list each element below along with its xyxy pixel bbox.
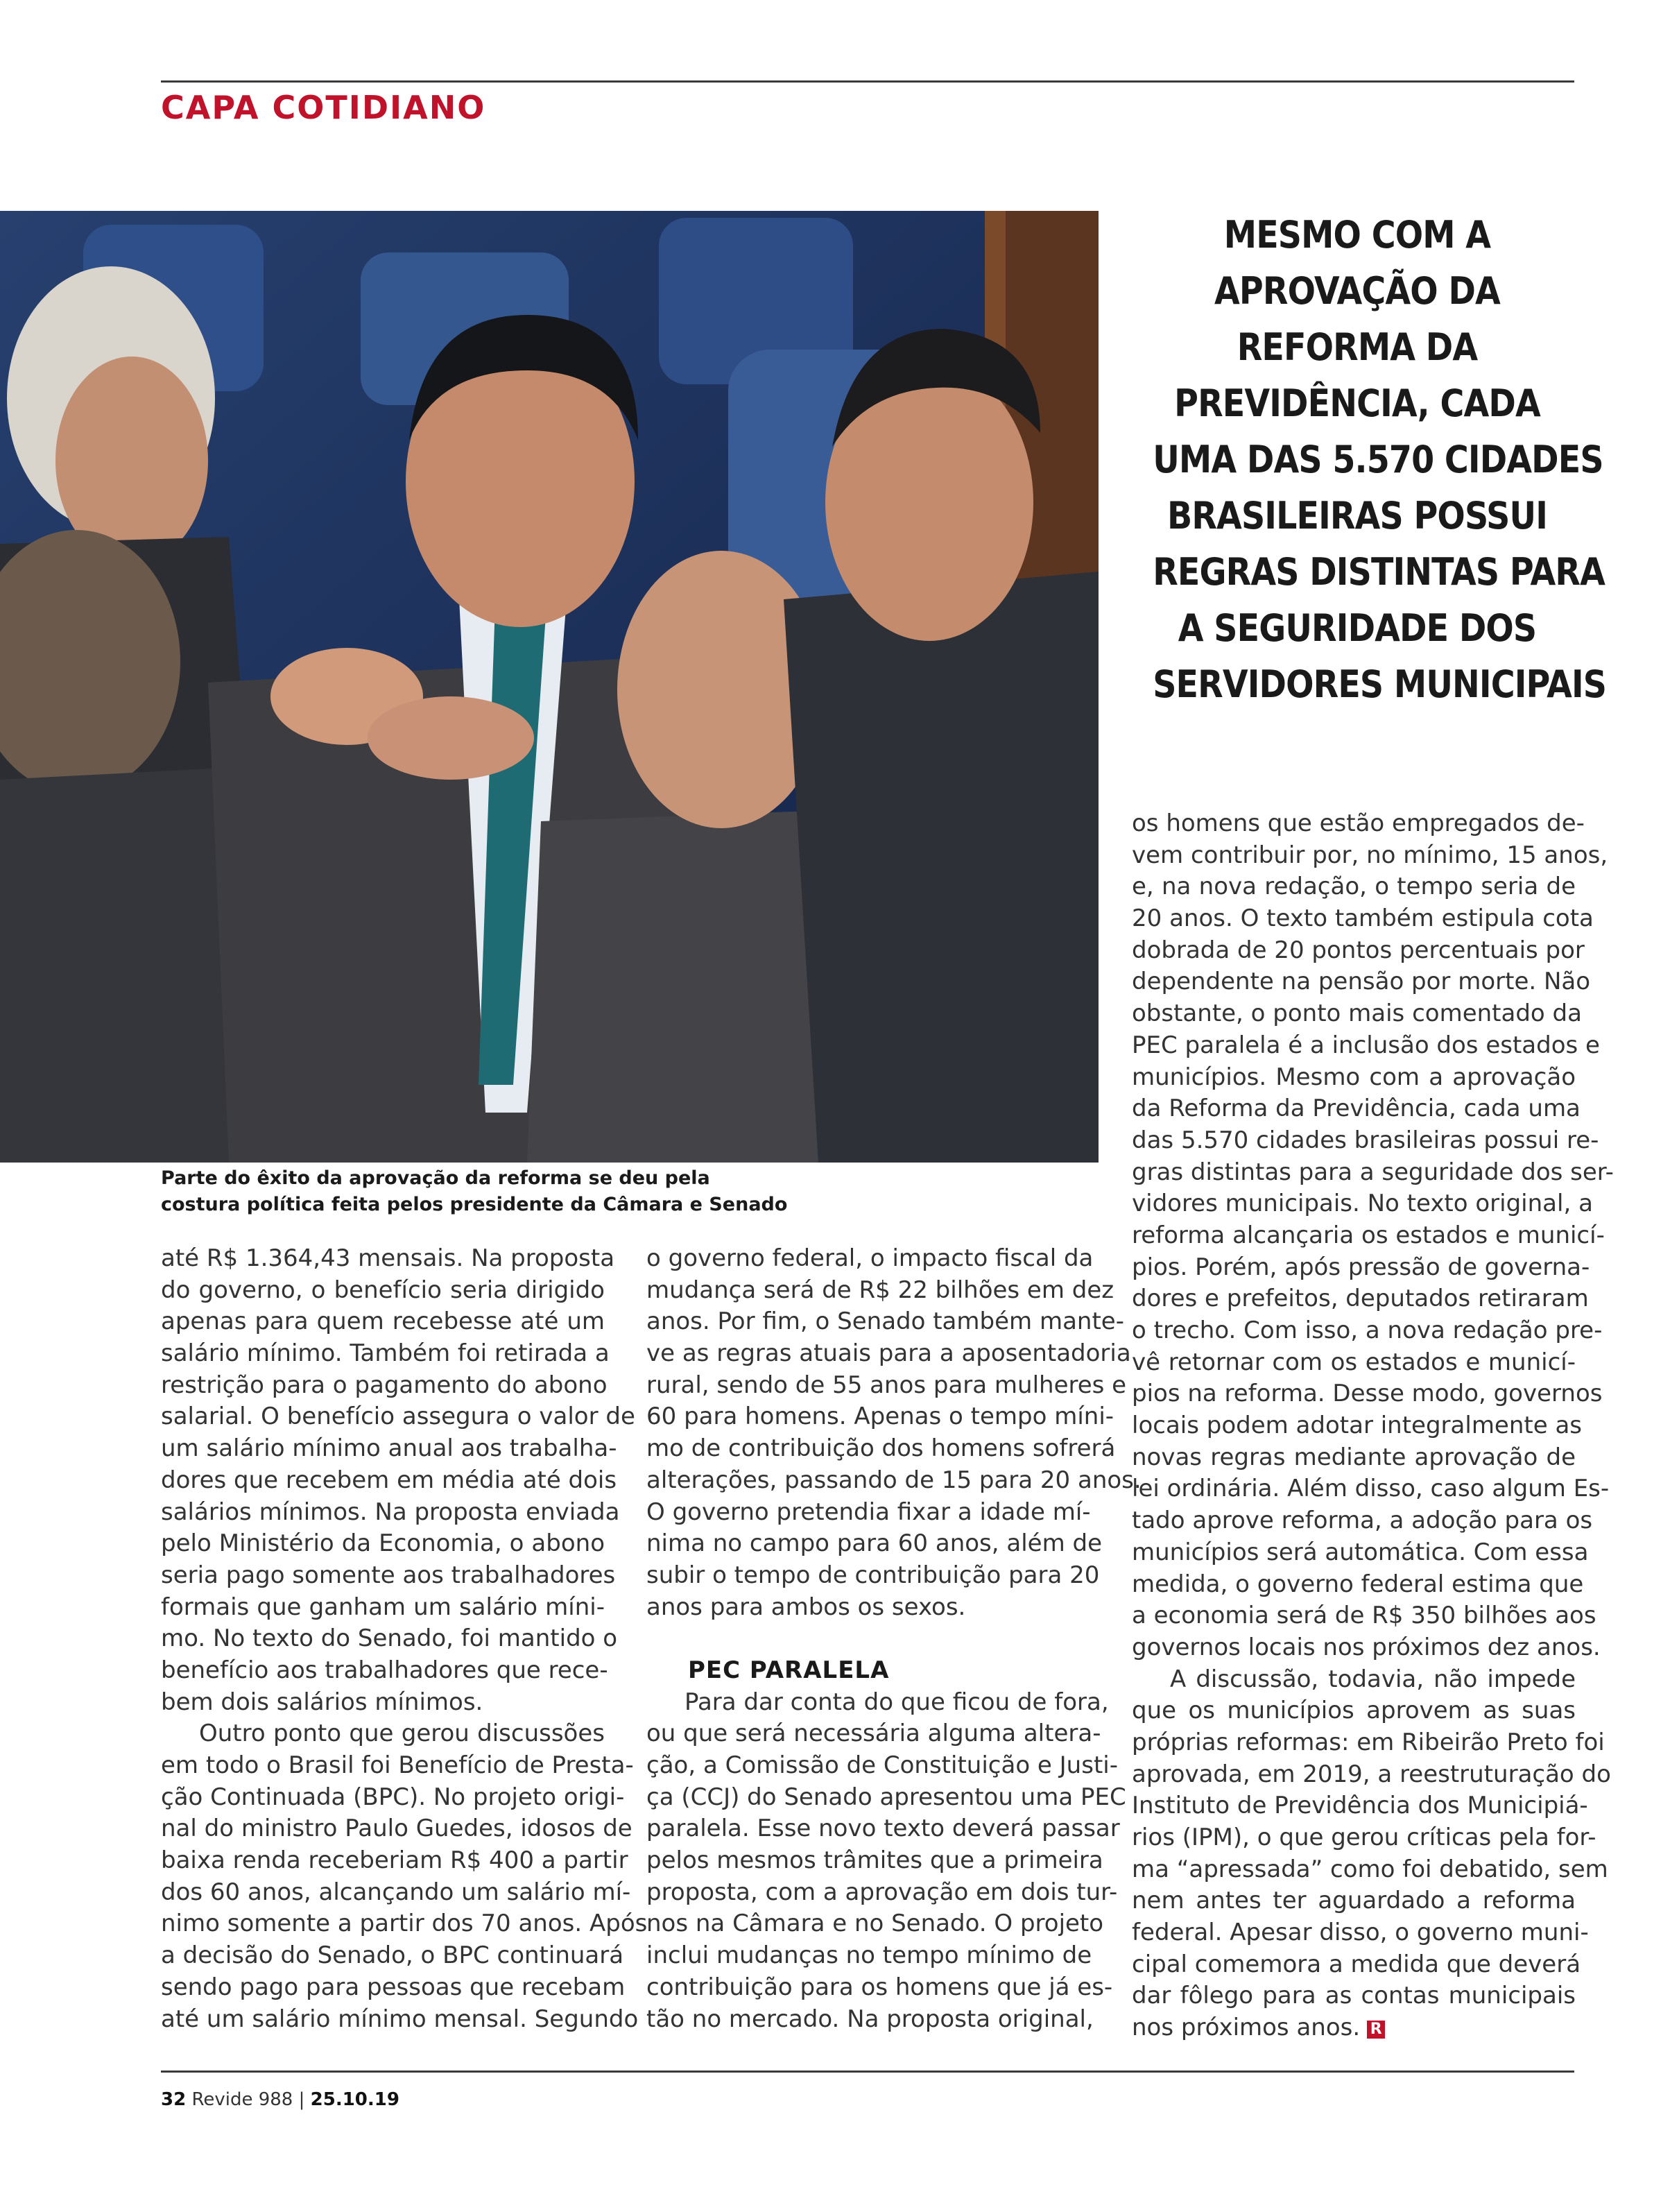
text-line: federal. Apesar disso, o governo muni- — [1132, 1919, 1589, 1947]
text-line: inclui mudanças no tempo mínimo de — [646, 1941, 1092, 1970]
text-line: rios (IPM), o que gerou críticas pela for- — [1132, 1824, 1596, 1851]
text-line: pios. Porém, após pressão de governa- — [1132, 1253, 1590, 1281]
text-line: O governo pretendia fixar a idade mí- — [646, 1498, 1091, 1526]
text-line: alterações, passando de 15 para 20 anos. — [646, 1466, 1142, 1494]
text-line: reforma alcançaria os estados e municí- — [1132, 1221, 1605, 1249]
issue-date: 25.10.19 — [310, 2089, 399, 2110]
text-line: 60 para homens. Apenas o tempo míni- — [646, 1403, 1114, 1431]
caption-line: costura política feita pelos presidente da Câmara e Senado — [161, 1194, 788, 1215]
text-line: paralela. Esse novo texto deverá passar — [646, 1815, 1120, 1843]
text-line: nos na Câmara e no Senado. O projeto — [646, 1910, 1104, 1938]
text-line: seria pago somente aos trabalhadores — [161, 1561, 616, 1589]
top-rule — [161, 80, 1574, 83]
text-line: o governo federal, o impacto fiscal da — [646, 1244, 1094, 1272]
article-column-1 — [161, 1243, 648, 2035]
text-line: mo de contribuição dos homens sofrerá — [646, 1434, 1116, 1463]
text-line: novas regras mediante aprovação de — [1132, 1443, 1576, 1471]
pull-quote-line: BRASILEIRAS POSSUI — [1166, 494, 1548, 538]
text-line: sendo pago para pessoas que recebam — [161, 1973, 626, 2001]
text-line: locais podem adotar integralmente as — [1132, 1412, 1583, 1440]
text-line: PEC paralela é a inclusão dos estados e — [1132, 1031, 1600, 1059]
text-line: da Reforma da Previdência, cada uma — [1132, 1095, 1581, 1123]
pull-quote-line: MESMO COM A — [1223, 213, 1491, 257]
text-line: ve as regras atuais para a aposentadoria — [646, 1339, 1131, 1368]
page-footer — [161, 2089, 399, 2110]
text-line: vidores municipais. No texto original, a — [1132, 1190, 1593, 1218]
text-line: bem dois salários mínimos. — [161, 1688, 483, 1716]
text-line: o trecho. Com isso, a nova redação pre- — [1132, 1317, 1603, 1344]
section-subheading: PEC PARALELA — [688, 1656, 890, 1684]
page-number: 32 — [161, 2089, 187, 2110]
text-line: benefício aos trabalhadores que rece- — [161, 1656, 608, 1684]
text-line: restrição para o pagamento do abono — [161, 1371, 608, 1399]
text-line: anos para ambos os sexos. — [646, 1593, 966, 1621]
text-line: ça (CCJ) do Senado apresentou uma PEC — [646, 1783, 1126, 1811]
pull-quote-line: APROVAÇÃO DA — [1214, 269, 1500, 313]
pull-quote-line: REGRAS DISTINTAS PARA — [1153, 550, 1605, 594]
text-line: salários mínimos. Na proposta enviada — [161, 1498, 620, 1526]
text-line: ma “apressada” como foi debatido, sem — [1132, 1855, 1608, 1883]
text-line: ção Continuada (BPC). No projeto origi- — [161, 1783, 625, 1811]
text-line: dores que recebem em média até dois — [161, 1466, 617, 1494]
text-line: aprovada, em 2019, a reestruturação do — [1132, 1760, 1611, 1788]
text-line: baixa renda receberiam R$ 400 a partir — [161, 1846, 628, 1875]
text-line: a decisão do Senado, o BPC continuará — [161, 1941, 624, 1970]
section-title: CAPA COTIDIANO — [161, 89, 486, 126]
text-line: pelos mesmos trâmites que a primeira — [646, 1846, 1103, 1875]
pull-quote-line: PREVIDÊNCIA, CADA — [1174, 381, 1540, 425]
text-line: nos próximos anos. R — [1132, 2012, 1576, 2044]
text-line: anos. Por fim, o Senado também mante- — [646, 1308, 1124, 1336]
text-line: salário mínimo. Também foi retirada a — [161, 1339, 610, 1368]
text-line: cipal comemora a medida que deverá — [1132, 1950, 1581, 1978]
text-line: vem contribuir por, no mínimo, 15 anos, — [1132, 841, 1608, 869]
end-of-article-icon: R — [1367, 2021, 1385, 2039]
text-line — [646, 1623, 1090, 1655]
text-line: contribuição para os homens que já es- — [646, 1973, 1113, 2001]
text-line: até R$ 1.364,43 mensais. Na proposta — [161, 1244, 615, 1272]
text-line: pios na reforma. Desse modo, governos — [1132, 1380, 1603, 1408]
text-line: ção, a Comissão de Constituição e Justi- — [646, 1751, 1118, 1779]
text-line: mo. No texto do Senado, foi mantido o — [161, 1624, 618, 1653]
text-line: dores e prefeitos, deputados retiraram — [1132, 1285, 1589, 1313]
text-line: e, na nova redação, o tempo seria de — [1132, 873, 1576, 901]
text-line: os homens que estão empregados de- — [1132, 809, 1585, 837]
text-line: Instituto de Previdência dos Municipiá- — [1132, 1792, 1588, 1820]
text-line: gras distintas para a seguridade dos ser- — [1132, 1158, 1614, 1186]
text-line: proposta, com a aprovação em dois tur- — [646, 1878, 1118, 1906]
article-column-3 — [1132, 808, 1614, 2044]
magazine-issue: Revide 988 — [191, 2089, 293, 2110]
text-line: próprias reformas: em Ribeirão Preto foi — [1132, 1728, 1605, 1756]
text-line: apenas para quem recebesse até um — [161, 1308, 605, 1336]
text-line: das 5.570 cidades brasileiras possui re- — [1132, 1126, 1599, 1154]
text-line: pelo Ministério da Economia, o abono — [161, 1529, 605, 1558]
text-line: medida, o governo federal estima que — [1132, 1570, 1584, 1598]
text-line: que os municípios aprovem as suas — [1132, 1697, 1576, 1725]
pull-quote-line: REFORMA DA — [1237, 325, 1478, 369]
text-line: municípios será automática. Com essa — [1132, 1538, 1589, 1566]
photo-caption — [161, 1165, 1090, 1218]
text-line: salarial. O benefício assegura o valor de — [161, 1403, 635, 1431]
text-line: dependente na pensão por morte. Não — [1132, 968, 1591, 996]
text-line: Outro ponto que gerou discussões — [199, 1720, 605, 1748]
text-line: ou que será necessária alguma altera- — [646, 1720, 1101, 1748]
footer-separator: | — [298, 2089, 305, 2110]
text-line: 20 anos. O texto também estipula cota — [1132, 904, 1594, 933]
text-line: rural, sendo de 55 anos para mulheres e — [646, 1371, 1127, 1399]
text-line: tão no mercado. Na proposta original, — [646, 2005, 1094, 2033]
text-line: até um salário mínimo mensal. Segundo — [161, 2005, 639, 2033]
text-line: mudança será de R$ 22 bilhões em dez — [646, 1276, 1114, 1304]
text-line: governos locais nos próximos dez anos. — [1132, 1633, 1601, 1661]
text-line: nem antes ter aguardado a reforma — [1132, 1887, 1576, 1915]
text-line: a economia será de R$ 350 bilhões aos — [1132, 1602, 1596, 1630]
article-column-2 — [646, 1243, 1142, 2035]
text-line: obstante, o ponto mais comentado da — [1132, 1000, 1582, 1028]
text-line: nima no campo para 60 anos, além de — [646, 1529, 1103, 1558]
text-line: lei ordinária. Além disso, caso algum Es- — [1132, 1475, 1610, 1503]
text-line: tado aprove reforma, a adoção para os — [1132, 1507, 1593, 1535]
caption-line: Parte do êxito da aprovação da reforma se deu pela — [161, 1167, 710, 1189]
text-line: do governo, o benefício seria dirigido — [161, 1276, 605, 1304]
pull-quote-line: UMA DAS 5.570 CIDADES — [1153, 438, 1603, 481]
text-line: nal do ministro Paulo Guedes, idosos de — [161, 1815, 632, 1843]
text-line: dos 60 anos, alcançando um salário mí- — [161, 1878, 631, 1906]
text-line: subir o tempo de contribuição para 20 — [646, 1561, 1100, 1589]
pull-quote-line: SERVIDORES MUNICIPAIS — [1153, 662, 1607, 706]
text-line: A discussão, todavia, não impede — [1170, 1665, 1576, 1693]
text-line: um salário mínimo anual aos trabalha- — [161, 1434, 617, 1463]
text-line: vê retornar com os estados e municí- — [1132, 1348, 1576, 1376]
text-line: nimo somente a partir dos 70 anos. Após — [161, 1910, 648, 1938]
text-line: formais que ganham um salário míni- — [161, 1593, 605, 1621]
text-line: dar fôlego para as contas municipais — [1132, 1982, 1576, 2010]
text-line: dobrada de 20 pontos percentuais por — [1132, 936, 1585, 964]
text-line: municípios. Mesmo com a aprovação — [1132, 1063, 1576, 1091]
article-photo — [0, 211, 1099, 1163]
pull-quote — [1153, 207, 1607, 712]
pull-quote-line: A SEGURIDADE DOS — [1178, 606, 1537, 650]
text-line: em todo o Brasil foi Benefício de Presta- — [161, 1751, 634, 1779]
bottom-rule — [161, 2070, 1574, 2073]
text-line: Para dar conta do que ficou de fora, — [684, 1688, 1109, 1716]
